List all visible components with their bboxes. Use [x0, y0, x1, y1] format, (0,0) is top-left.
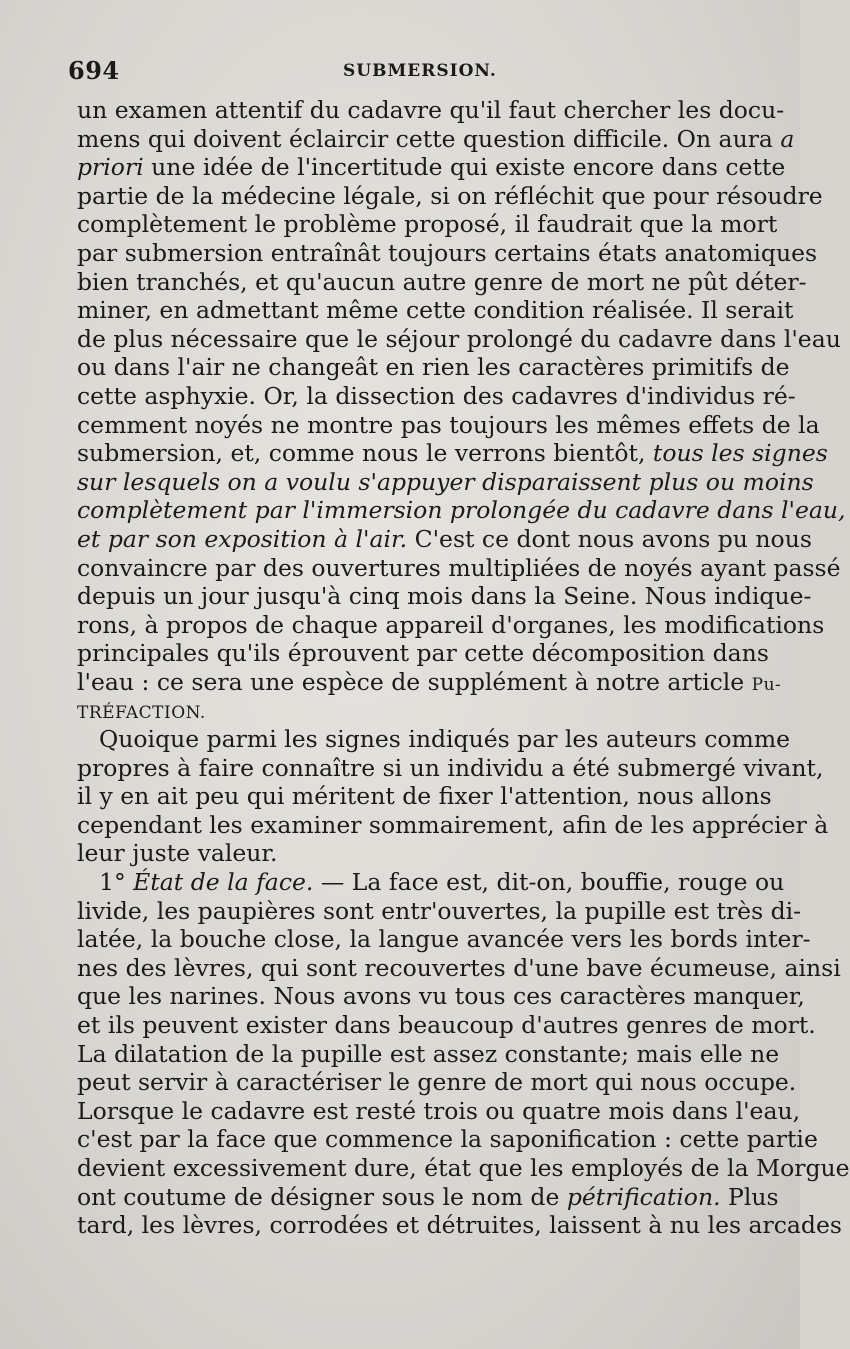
text-run: 1°: [99, 868, 134, 897]
text-run: que les narines. Nous avons vu tous ces caractères manquer,: [77, 982, 805, 1011]
text-run: sur lesquels on a voulu s'appuyer disparaissent plus ou moins: [77, 467, 814, 496]
text-line: [77, 1011, 816, 1040]
text-line: [77, 1096, 801, 1126]
text-run: leur juste valeur.: [77, 839, 278, 868]
text-line: [77, 238, 818, 268]
text-run: principales qu'ils éprouvent par cette décomposition dans: [77, 639, 769, 668]
text-run: Plus: [720, 1182, 779, 1211]
text-run: et ils peuvent exister dans beaucoup d'autres genres de mort.: [77, 1011, 816, 1039]
text-run: État de la face.: [133, 868, 314, 897]
text-run: par submersion entraînât toujours certains états anatomiques: [77, 238, 818, 267]
text-run: devient excessivement dure, état que les employés de la Morgue: [77, 1153, 850, 1182]
text-line: [77, 953, 841, 983]
text-line: [77, 1068, 797, 1097]
text-run: pétrification.: [566, 1182, 721, 1211]
page-header: [68, 56, 738, 86]
text-run: latée, la bouche close, la langue avancée vers les bords inter-: [77, 925, 811, 954]
text-line: [77, 667, 782, 697]
text-run: tard, les lèvres, corrodées et détruites, laissent à nu les arcades: [77, 1211, 842, 1240]
text-run: ont coutume de désigner sous le nom de: [77, 1182, 567, 1211]
text-run: ou dans l'air ne changeât en rien les caractères primitifs de: [77, 353, 790, 382]
text-run: il y en ait peu qui méritent de fixer l'attention, nous allons: [77, 782, 772, 811]
text-line: [77, 696, 739, 725]
text-line: [77, 1182, 779, 1212]
text-line: [77, 639, 769, 668]
text-line: [77, 582, 812, 611]
text-run: partie de la médecine légale, si on réfléchit que pour résoudre: [77, 181, 823, 210]
text-line: [77, 868, 785, 897]
text-run: C'est ce dont nous avons pu nous: [407, 524, 812, 553]
text-line: [77, 810, 829, 840]
text-run: une idée de l'incertitude qui existe encore dans cette: [143, 153, 786, 182]
text-run: Lorsque le cadavre est resté trois ou quatre mois dans l'eau,: [77, 1096, 801, 1125]
text-line: [77, 153, 786, 182]
text-run: submersion, et, comme nous le verrons bientôt,: [77, 439, 653, 468]
text-line: [77, 610, 825, 640]
text-run: TRÉFACTION.: [77, 703, 206, 724]
text-run: complètement par l'immersion prolongée du cadavre dans l'eau,: [77, 496, 846, 525]
text-line: [77, 410, 820, 440]
text-run: rons, à propos de chaque appareil d'organes, les modifications: [77, 610, 825, 639]
text-run: — La face est, dit-on, bouffie, rouge ou: [313, 868, 785, 897]
text-run: livide, les paupières sont entr'ouvertes, la pupille est très di-: [77, 896, 802, 925]
text-line: [77, 1211, 842, 1240]
text-run: c'est par la face que commence la saponification : cette partie: [77, 1125, 818, 1154]
text-line: [77, 725, 791, 754]
text-run: Quoique parmi les signes indiqués par les auteurs comme: [99, 725, 791, 754]
text-line: [77, 296, 794, 325]
text-line: [77, 381, 796, 411]
text-line: [77, 124, 795, 154]
text-run: Pu-: [751, 674, 782, 695]
text-line: [77, 324, 841, 354]
text-line: [77, 753, 824, 783]
text-line: [77, 353, 790, 382]
text-run: La dilatation de la pupille est assez constante; mais elle ne: [77, 1039, 780, 1068]
page-number: 694: [68, 56, 120, 85]
text-line: [77, 896, 802, 926]
text-line: [77, 553, 841, 583]
text-line: [77, 439, 828, 468]
text-run: de plus nécessaire que le séjour prolongé du cadavre dans l'eau: [77, 324, 841, 353]
text-run: l'eau : ce sera une espèce de supplément à notre article: [77, 667, 752, 696]
text-line: [77, 467, 814, 497]
text-line: [77, 524, 812, 554]
text-line: [77, 181, 823, 211]
text-run: complètement le problème proposé, il faudrait que la mort: [77, 210, 778, 239]
text-line: [77, 1125, 818, 1154]
text-line: [77, 210, 778, 239]
text-run: a: [780, 124, 795, 153]
text-run: depuis un jour jusqu'à cinq mois dans la Seine. Nous indique-: [77, 582, 812, 611]
text-line: [77, 839, 739, 868]
running-head: SUBMERSION.: [343, 61, 497, 81]
text-run: propres à faire connaître si un individu a été submergé vivant,: [77, 753, 824, 782]
body-text: [77, 96, 850, 1240]
text-line: [77, 96, 785, 125]
text-run: priori: [77, 153, 144, 182]
text-run: bien tranchés, et qu'aucun autre genre de mort ne pût déter-: [77, 267, 807, 296]
text-run: nes des lèvres, qui sont recouvertes d'une bave écumeuse, ainsi: [77, 953, 841, 982]
text-line: [77, 782, 772, 811]
text-run: cette asphyxie. Or, la dissection des cadavres d'individus ré-: [77, 381, 796, 410]
text-line: [77, 1153, 850, 1183]
text-run: miner, en admettant même cette condition réalisée. Il serait: [77, 296, 794, 325]
text-line: [77, 496, 846, 525]
text-run: cemment noyés ne montre pas toujours les mêmes effets de la: [77, 410, 820, 439]
text-run: convaincre par des ouvertures multipliées de noyés ayant passé: [77, 553, 841, 582]
text-line: [77, 925, 811, 954]
text-run: un examen attentif du cadavre qu'il faut chercher les docu-: [77, 96, 785, 124]
text-line: [77, 267, 807, 297]
text-run: peut servir à caractériser le genre de mort qui nous occupe.: [77, 1068, 797, 1097]
text-run: mens qui doivent éclaircir cette question difficile. On aura: [77, 124, 781, 153]
text-line: [77, 982, 805, 1011]
text-run: tous les signes: [652, 439, 828, 468]
text-line: [77, 1039, 780, 1069]
text-run: et par son exposition à l'air.: [77, 524, 408, 553]
text-run: cependant les examiner sommairement, afin de les apprécier à: [77, 810, 829, 839]
